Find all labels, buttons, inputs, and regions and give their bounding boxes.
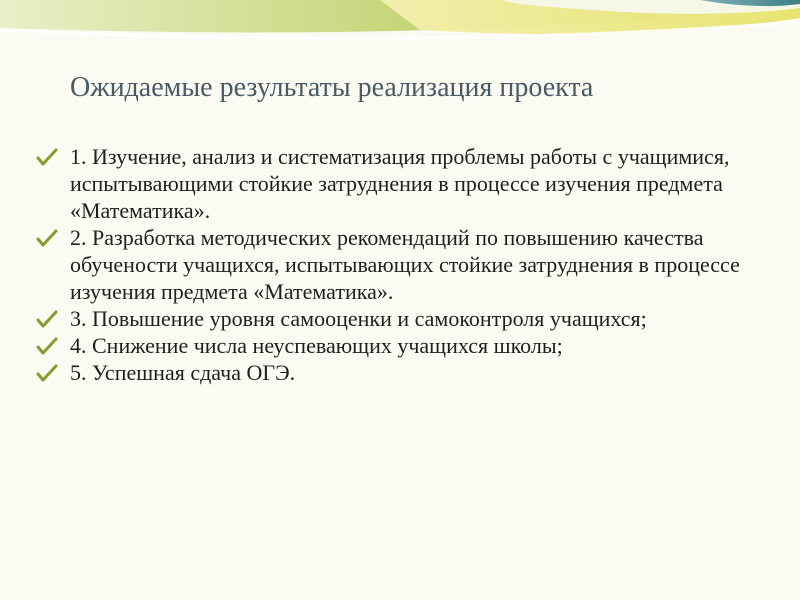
results-list bbox=[36, 143, 756, 386]
list-item bbox=[36, 332, 756, 359]
list-item-text: 5. Успешная сдача ОГЭ. bbox=[70, 360, 296, 385]
header-wave-decoration bbox=[0, 0, 800, 60]
list-item bbox=[36, 143, 756, 224]
list-item bbox=[36, 359, 756, 386]
checkmark-icon bbox=[36, 227, 58, 249]
checkmark-icon bbox=[36, 308, 58, 330]
list-item-text: 2. Разработка методических рекомендаций по повышению качества обучености учащихся, испытывающих стойкие затруднения в процессе изучения предмета «Математика». bbox=[70, 225, 740, 304]
slide-title: Ожидаемые результаты реализация проекта bbox=[70, 72, 594, 103]
list-item bbox=[36, 305, 756, 332]
checkmark-icon bbox=[36, 362, 58, 384]
list-item-text: 1. Изучение, анализ и систематизация проблемы работы с учащимися, испытывающими стойкие затруднения в процессе изучения предмета «Математика». bbox=[70, 144, 730, 223]
list-item bbox=[36, 224, 756, 305]
checkmark-icon bbox=[36, 335, 58, 357]
list-item-text: 3. Повышение уровня самооценки и самоконтроля учащихся; bbox=[70, 306, 647, 331]
checkmark-icon bbox=[36, 146, 58, 168]
list-item-text: 4. Снижение числа неуспевающих учащихся школы; bbox=[70, 333, 563, 358]
